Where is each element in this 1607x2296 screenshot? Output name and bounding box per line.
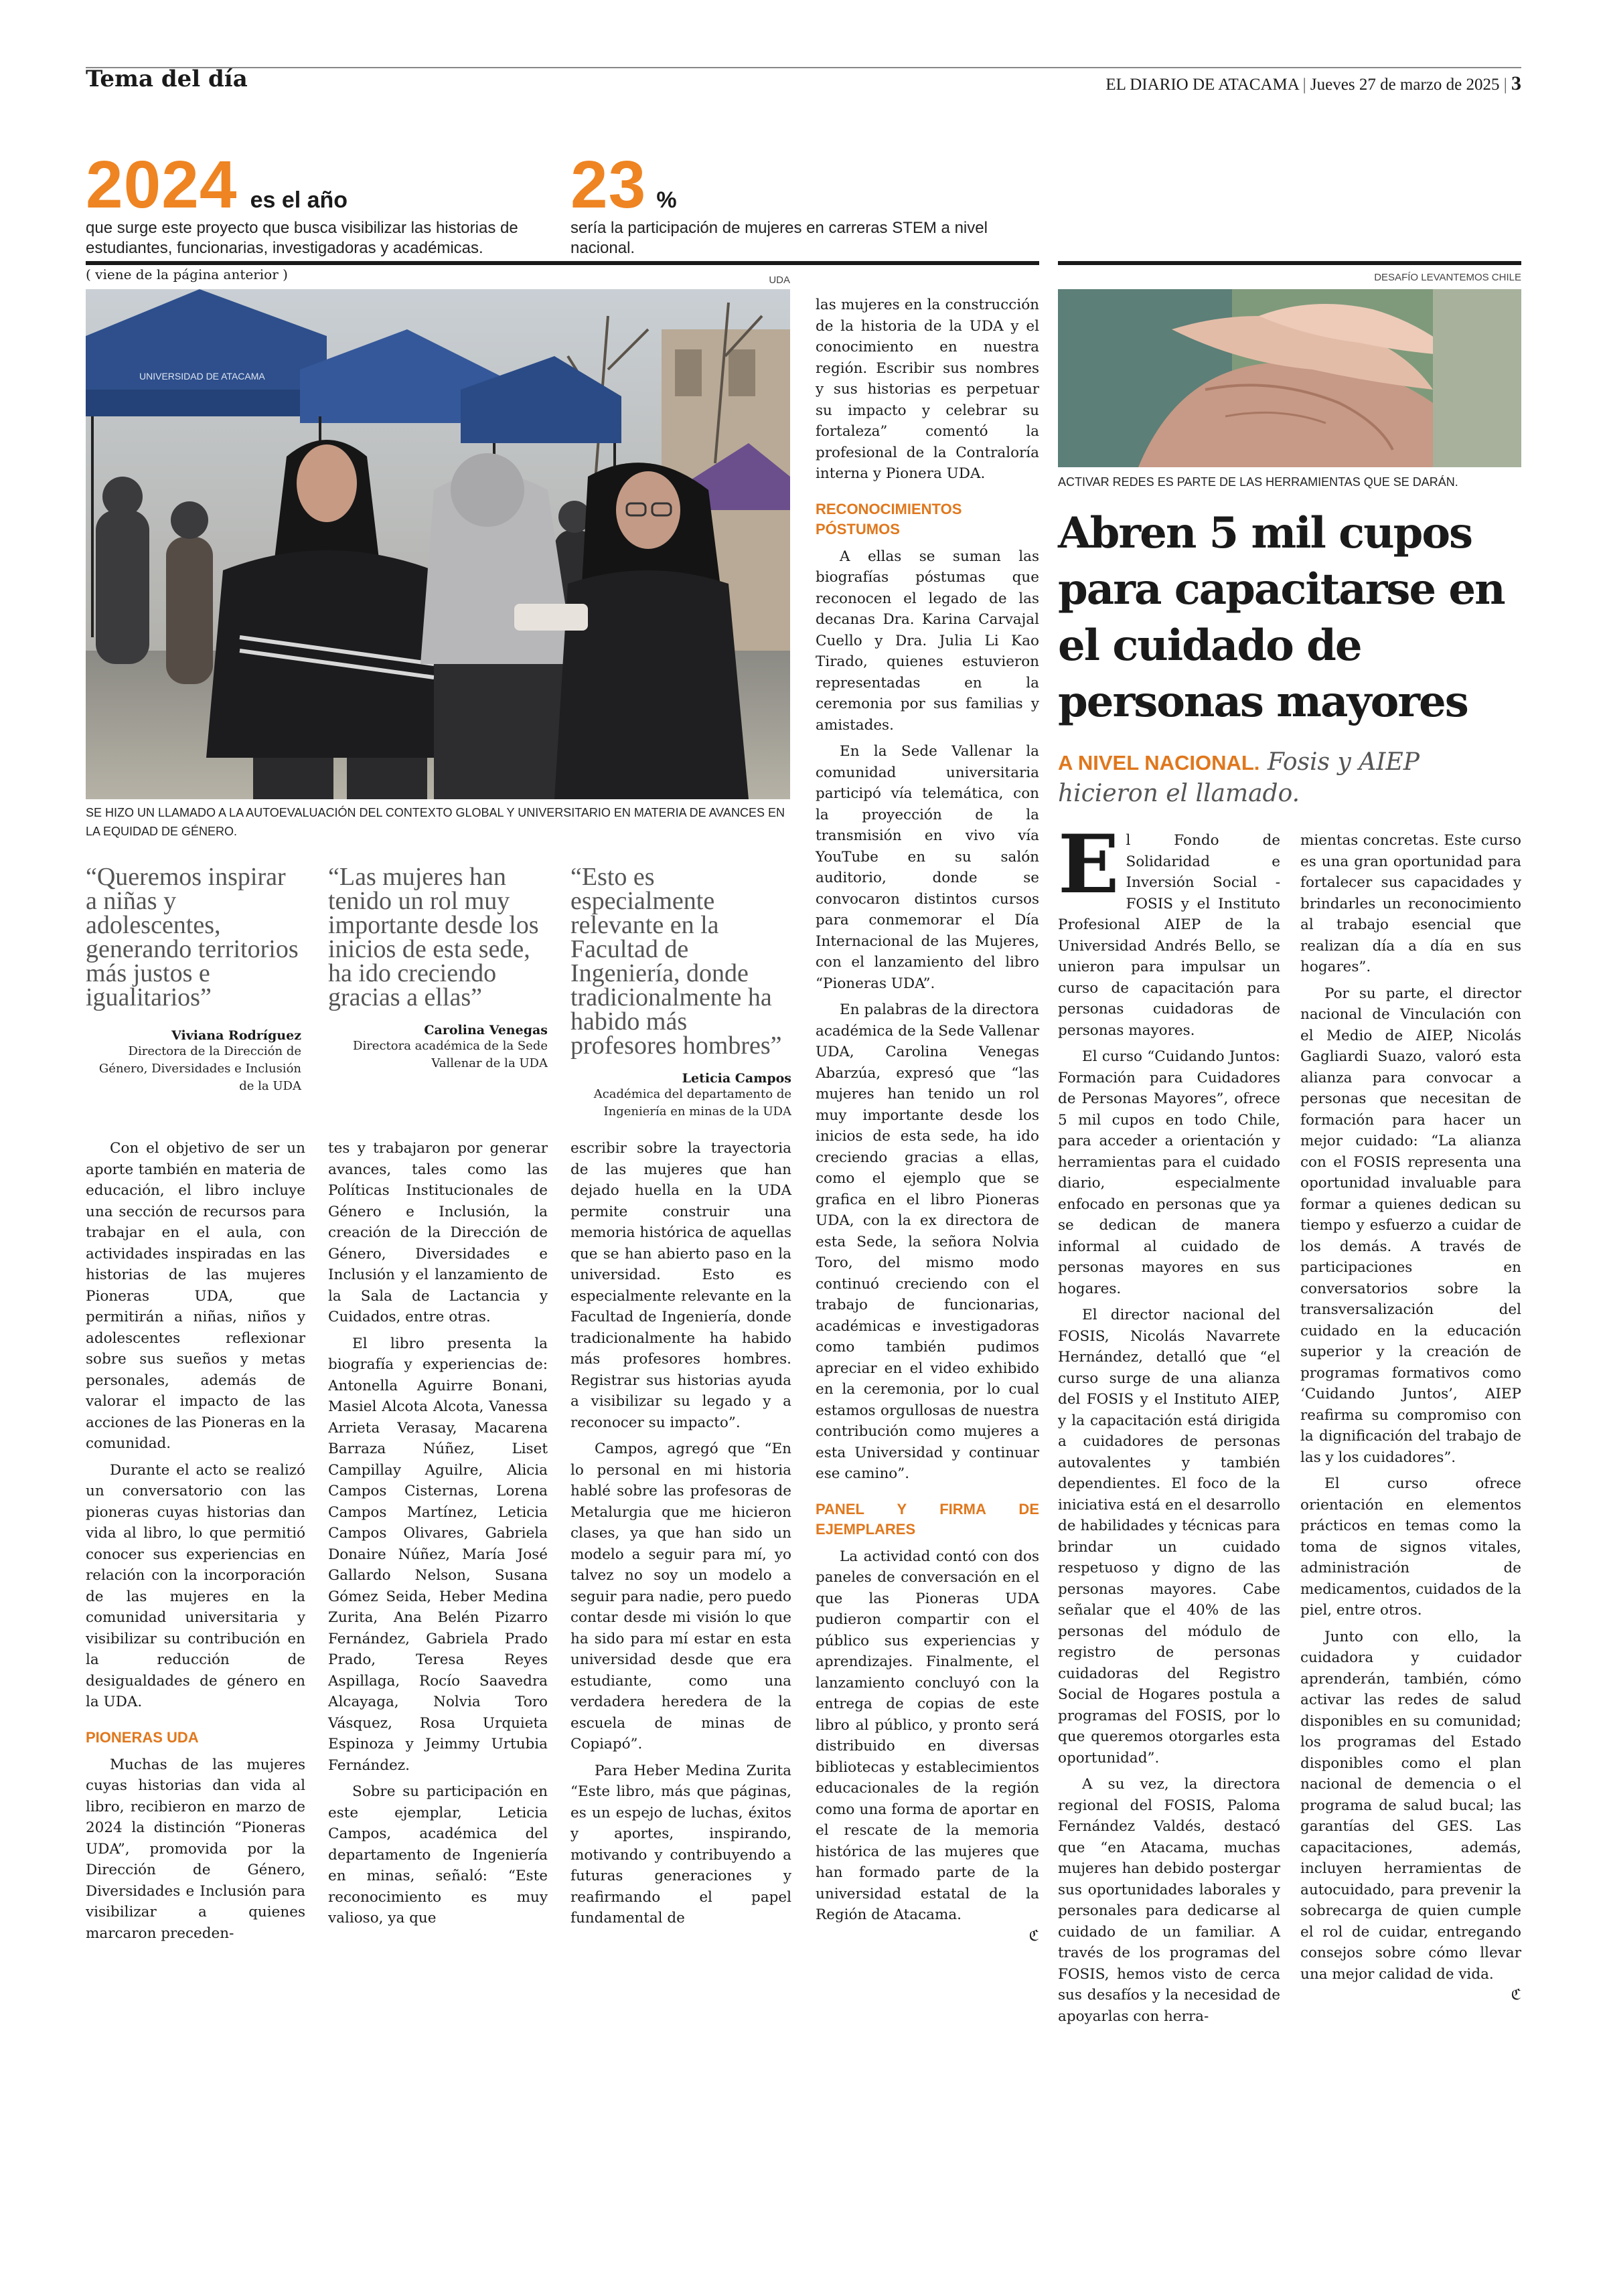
paragraph: Por su parte, el director nacional de Vinculación con el Medio de AIEP, Nicolás Gagliardi Suazo, valoró esta alianza para convocar a personas que necesitan de formación para hacer un mejor cuidado: “La alianza con el FOSIS representa una oportunidad invaluable para formar a quienes dedican su tiempo y esfuerzo a cuidar de los demás. A través de participaciones en conversatorios sobre la transversalización del cuidado en la educación superior y la creación de programas formativos como ‘Cuidando Juntos’, AIEP reafirma su compromiso con la dignificación del trabajo de las y los cuidadores”. bbox=[1300, 985, 1521, 1466]
paragraph: En palabras de la directora académica de la Sede Vallenar UDA, Carolina Venegas Abarzúa, expresó que “las mujeres han tenido un rol muy importante desde los inicios de esta sede, ha ido creciendo gracias a ellas, como el ejemplo que se grafica en el libro Pioneras UDA, con la ex directora de esta Sede, la señora Nolvia Toro, del mismo modo continuó creciendo con el trabajo de funcionarias, académicas e investigadoras como también pudimos apreciar en el video exhibido en la ceremonia, por lo cual estamos orgullosas de nuestra contribución como mujeres a esta Universidad y continuar ese camino”. bbox=[816, 1001, 1039, 1482]
end-mark-icon: ℭ bbox=[1511, 1987, 1521, 2003]
stat-2024 bbox=[86, 147, 548, 258]
students-photo bbox=[86, 289, 790, 799]
stat-label: es el año bbox=[250, 187, 348, 213]
continued-label: ( viene de la página anterior ) bbox=[86, 266, 288, 282]
paragraph: escribir sobre la trayectoria de las mujeres que han dejado huella en la UDA permite construir una memoria histórica de aquellas que se han abierto paso en la universidad. Esto es especialmente relevante en la Facultad de Ingeniería, donde tradicionalmente ha habido más profesores hombres. Registrar sus historias ayuda a visibilizar su legado y a reconocer su impacto”. bbox=[570, 1140, 791, 1431]
paragraph: Sobre su participación en este ejemplar, Leticia Campos, académica del departamento de Ingeniería en minas, señaló: “Este reconocimiento es muy valioso, ya que bbox=[328, 1783, 548, 1926]
headline: Abren 5 mil cupos para capacitarse en el cuidado de personas mayores bbox=[1058, 508, 1505, 727]
hands-illustration bbox=[1058, 289, 1521, 467]
pull-quote: “Queremos inspirar a niñas y adolescentes, generando territorios más justos e igualitarios” bbox=[86, 863, 299, 1011]
pull-quote: “Las mujeres han tenido un rol muy importante desde los inicios de esta sede, ha ido creciendo gracias a ellas” bbox=[328, 863, 539, 1011]
quote-author: Carolina Venegas bbox=[424, 1023, 548, 1038]
paragraph: mientas concretas. Este curso es una gran oportunidad para fortalecer sus capacidades y brindarles un reconocimiento al trabajo esencial que realizan día a día en sus hogares”. bbox=[1300, 832, 1521, 975]
photo-caption: ACTIVAR REDES ES PARTE DE LAS HERRAMIENTAS QUE SE DARÁN. bbox=[1058, 475, 1458, 489]
photo-credit: DESAFÍO LEVANTEMOS CHILE bbox=[1374, 272, 1521, 283]
paragraph: El director nacional del FOSIS, Nicolás Navarrete Hernández, detalló que “el curso surge de una alianza del FOSIS y el Instituto AIEP, y la capacitación está dirigida a cuidadores de personas autovalentes y también dependientes. El foco de la iniciativa está en el desarrollo de habilidades y técnicas para brindar un cuidado respetuoso y digno de las personas mayores. Cabe señalar que el 40% de las personas del módulo de registro de personas cuidadoras del Registro Social de Hogares postula a programas del FOSIS, por lo que queremos otorgarles esta oportunidad”. bbox=[1058, 1307, 1280, 1767]
paragraph: Muchas de las mujeres cuyas historias dan vida al libro, recibieron en marzo de 2024 la distinción “Pioneras UDA”, promovida por la Dirección de Género, Diversidades e Inclusión para visibilizar a quienes marcaron preceden- bbox=[86, 1756, 305, 1942]
photo-caption: SE HIZO UN LLAMADO A LA AUTOEVALUACIÓN DEL CONTEXTO GLOBAL Y UNIVERSITARIO EN MATERIA DE AVANCES EN LA EQUIDAD DE GÉNERO. bbox=[86, 806, 785, 838]
subhead-panel: PANEL Y FIRMA DE EJEMPLARES bbox=[816, 1500, 1039, 1538]
section-rule bbox=[1058, 261, 1521, 265]
newspaper-header: EL DIARIO DE ATACAMA | Jueves 27 de marzo de 2025 | 3 bbox=[1105, 72, 1521, 94]
paragraph: Para Heber Medina Zurita “Este libro, más que páginas, es un espejo de luchas, éxitos y aportes, inspirando, motivando y contribuyendo a futuras generaciones y reafirmando el papel fundamental de bbox=[570, 1762, 791, 1926]
stat-number: 2024 bbox=[86, 147, 238, 222]
paragraph: El libro presenta la biografía y experiencias de: Antonella Aguirre Bonani, Masiel Alcota Alcota, Vanessa Arrieta Verasay, Macarena Barraza Núñez, Liset Campillay Aguilre, Alicia Campos Cisternas, Lorena Campos Martínez, Leticia Campos Olivares, Gabriela Donaire Núñez, María José Gallardo Nelson, Susana Gómez Seida, Heber Medina Zurita, Ana Belén Pizarro Fernández, Gabriela Prado Prado, Teresa Reyes Aspillaga, Rocío Saavedra Alcayaga, Nolvia Toro Vásquez, Rosa Urquieta Espinoza y Jeimmy Urtubia Fernández. bbox=[328, 1335, 548, 1774]
pull-quote: “Esto es especialmente relevante en la Facultad de Ingeniería, donde tradicionalmente ha habido más profesores hombres” bbox=[570, 863, 782, 1060]
subhead-pioneras: PIONERAS UDA bbox=[86, 1728, 199, 1746]
quote-role: Directora académica de la Sede Vallenar de la UDA bbox=[353, 1039, 548, 1070]
quote-viviana bbox=[86, 865, 301, 1095]
paragraph: Campos, agregó que “En lo personal en mi historia hablé sobre las profesoras de Metalurgia que me hicieron clases, ya que han sido un modelo a seguir para mí, yo talvez no soy un modelo a seguir para nadie, pero puedo contar desde mi visión lo que ha sido para mí estar en esta universidad desde que era estudiante, como una verdadera heredera de la escuela de minas de Copiapó”. bbox=[570, 1441, 791, 1752]
quote-author: Viviana Rodríguez bbox=[171, 1028, 301, 1043]
body-column-right-2 bbox=[1300, 830, 1521, 2006]
paragraph: El curso ofrece orientación en elementos prácticos en temas como la toma de signos vitales, administración de medicamentos, cuidados de la piel, entre otros. bbox=[1300, 1475, 1521, 1619]
stat-text: que surge este proyecto que busca visibilizar las historias de estudiantes, funcionarias, investigadoras y académicas. bbox=[86, 219, 518, 257]
paragraph: Junto con ello, la cuidadora y cuidador aprenderán, también, cómo activar las redes de salud disponibles en su comunidad; los programas del Estado disponibles como el plan nacional de demencia o el programa de salud bucal; las garantías del GES. Las capacitaciones, además, incluyen herramientas de autocuidado, para prevenir la sobrecarga de quien cumple el rol de cuidar, entregando consejos sobre cómo llevar una mejor calidad de vida. bbox=[1300, 1628, 1521, 1983]
quote-role: Directora de la Dirección de Género, Diversidades e Inclusión de la UDA bbox=[98, 1044, 301, 1093]
paragraph: El curso “Cuidando Juntos: Formación para Cuidadores de Personas Mayores”, ofrece 5 mil cupos en todo Chile, para acceder a orientación y herramientas para el cuidado diario, especialmente enfocado en personas que ya se dedican de manera informal al cuidado de personas mayores en sus hogares. bbox=[1058, 1048, 1280, 1297]
quote-leticia bbox=[570, 865, 791, 1121]
paragraph: l Fondo de Solidaridad e Inversión Social - FOSIS y el Instituto Profesional AIEP de la Universidad Andrés Bello, se unieron para impulsar un curso de capacitación para personas cuidadoras de personas mayores. bbox=[1058, 832, 1280, 1039]
photo-credit: UDA bbox=[769, 274, 790, 286]
paragraph: En la Sede Vallenar la comunidad universitaria participó vía telemática, con la proyección de la transmisión en vivo vía YouTube en su salón auditorio, donde se convocaron distintos cursos para conmemorar el Día Internacional de las Mujeres, con el lanzamiento del libro “Pioneras UDA”. bbox=[816, 743, 1039, 992]
paragraph: tes y trabajaron por generar avances, tales como las Políticas Institucionales de Género e Inclusión, la creación de la Dirección de Género, Diversidades e Inclusión y el lanzamiento de la Sala de Lactancia y Cuidados, entre otras. bbox=[328, 1140, 548, 1325]
kicker bbox=[1058, 747, 1521, 809]
drop-cap: E bbox=[1058, 817, 1120, 912]
stat-23 bbox=[570, 147, 1039, 258]
quote-author: Leticia Campos bbox=[682, 1071, 791, 1086]
section-title: Tema del día bbox=[86, 66, 248, 92]
page-number: 3 bbox=[1511, 72, 1521, 94]
tent-banner: UNIVERSIDAD DE ATACAMA bbox=[139, 371, 265, 382]
kicker-label: A NIVEL NACIONAL. bbox=[1058, 751, 1260, 774]
hands-photo bbox=[1058, 289, 1521, 467]
students-illustration bbox=[86, 289, 790, 799]
header-rule bbox=[86, 67, 1521, 68]
stat-label: % bbox=[656, 187, 677, 213]
kicker-text: Fosis y AIEP hicieron el llamado. bbox=[1058, 748, 1420, 807]
paragraph: Con el objetivo de ser un aporte también en materia de educación, el libro incluye una sección de recursos para trabajar en el aula, con actividades inspiradas en las historias de las mujeres Pioneras UDA, que permitirán a niñas, niños y adolescentes reflexionar sobre sus sueños y metas personales, además de valorar el impacto de las acciones de las Pioneras en la comunidad. bbox=[86, 1140, 305, 1452]
end-mark-icon: ℭ bbox=[1028, 1927, 1039, 1945]
subhead-reconocimientos: RECONOCIMIENTOS PÓSTUMOS bbox=[816, 500, 962, 538]
paragraph: las mujeres en la construcción de la historia de la UDA y el conocimiento en nuestra región. Escribir sus nombres y sus historias es perpetuar su impacto y celebrar su fortaleza” comentó la profesional de la Contraloría interna y Pionera UDA. bbox=[816, 297, 1039, 482]
newspaper-name: EL DIARIO DE ATACAMA bbox=[1105, 76, 1299, 94]
section-rule bbox=[86, 261, 1039, 265]
body-column-1 bbox=[86, 1138, 305, 1944]
body-column-3 bbox=[570, 1138, 791, 1929]
paragraph: A su vez, la directora regional del FOSIS, Paloma Fernández Valdés, destacó que “en Atacama, muchas mujeres han debido postergar sus oportunidades laborales y personales para dedicarse al cuidado de un familiar. A través de los programas del FOSIS, hemos visto de cerca sus desafíos y la necesidad de apoyarlas con herra- bbox=[1058, 1776, 1280, 2025]
issue-date: Jueves 27 de marzo de 2025 bbox=[1310, 76, 1500, 94]
stat-text: sería la participación de mujeres en carreras STEM a nivel nacional. bbox=[570, 219, 988, 257]
paragraph: Durante el acto se realizó un conversatorio con las pioneras cuyas historias dan vida al libro, lo que permitió conocer sus experiencias en relación con la incorporación de las mujeres en la comunidad universitaria y visibilizar su contribución en la reducción de desigualdades de género en la UDA. bbox=[86, 1461, 305, 1710]
body-column-right-1 bbox=[1058, 817, 1280, 2027]
paragraph: A ellas se suman las biografías póstumas que reconocen el legado de las decanas Dra. Karina Carvajal Cuello y Dra. Julia Li Kao Tirado, quienes estuvieron representadas en la ceremonia por sus familias y amistades. bbox=[816, 548, 1039, 734]
body-column-4 bbox=[816, 295, 1039, 1947]
quote-role: Académica del departamento de Ingeniería en minas de la UDA bbox=[593, 1087, 791, 1119]
body-column-2 bbox=[328, 1138, 548, 1929]
quote-carolina bbox=[328, 865, 548, 1072]
paragraph: La actividad contó con dos paneles de conversación en el que las Pioneras UDA pudieron compartir con el público sus experiencias y aprendizajes. Finalmente, el lanzamiento concluyó con la entrega de copias de este libro al público, y pronto será distribuido en diversas bibliotecas y establecimientos educacionales de la región como una forma de aportar en el rescate de la memoria histórica de las mujeres que han formado parte de la universidad estatal de la Región de Atacama. bbox=[816, 1548, 1039, 1923]
stat-number: 23 bbox=[570, 147, 647, 222]
